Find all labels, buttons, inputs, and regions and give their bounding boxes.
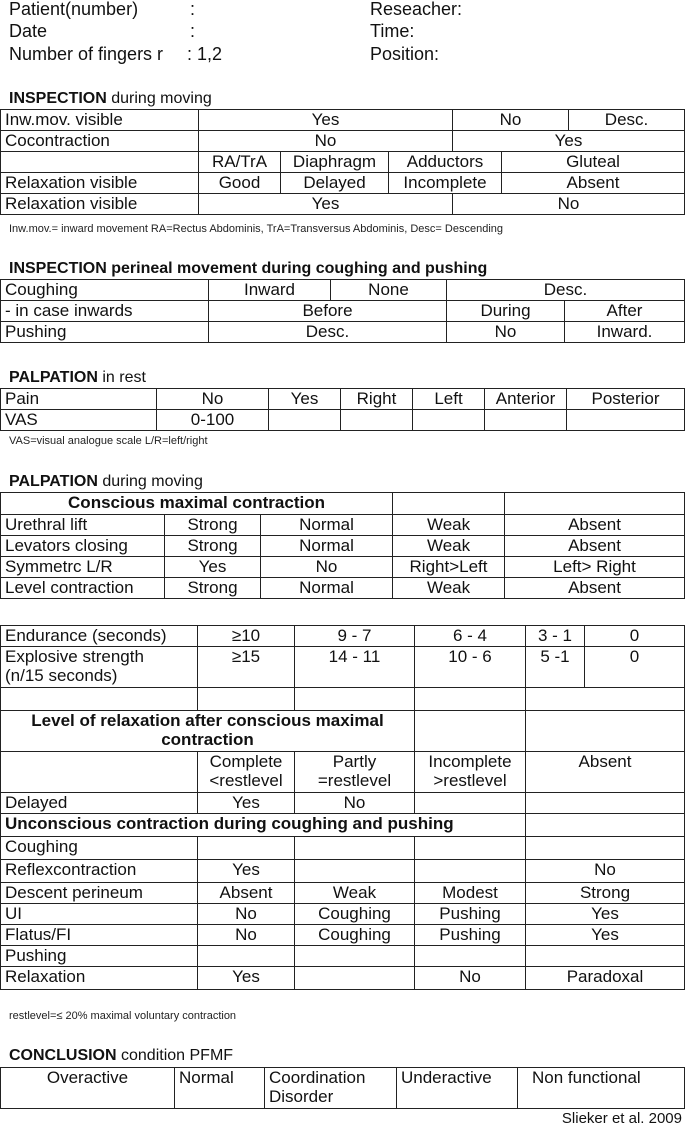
cell bbox=[526, 711, 685, 752]
cell: ≥10 bbox=[198, 626, 295, 647]
cell: Desc. bbox=[447, 280, 685, 301]
cell bbox=[198, 837, 295, 860]
cell: Pushing bbox=[415, 904, 526, 925]
cell: Pushing bbox=[1, 946, 198, 967]
cell: Inward bbox=[209, 280, 331, 301]
cell: Normal bbox=[261, 536, 393, 557]
cell: During bbox=[447, 301, 565, 322]
cell: Incomplete bbox=[389, 173, 502, 194]
cell: 0 bbox=[585, 626, 685, 647]
cell: No bbox=[453, 110, 569, 131]
cell: 3 - 1 bbox=[526, 626, 585, 647]
date-colon: : bbox=[190, 21, 196, 41]
cell: No bbox=[415, 967, 526, 990]
cell bbox=[198, 688, 295, 711]
cell: Paradoxal bbox=[526, 967, 685, 990]
cell: Overactive bbox=[1, 1068, 175, 1109]
cell bbox=[295, 837, 415, 860]
cell: Anterior bbox=[485, 389, 567, 410]
cell bbox=[295, 946, 415, 967]
inspection-perineal-title: INSPECTION perineal movement during coughing and pushing bbox=[9, 260, 488, 277]
cell: 5 -1 bbox=[526, 647, 585, 688]
conclusion-table bbox=[0, 1067, 685, 1109]
cell: Right bbox=[341, 389, 413, 410]
cell: Modest bbox=[415, 883, 526, 904]
cell: Strong bbox=[165, 515, 261, 536]
cell: Level contraction bbox=[1, 578, 165, 599]
palpation-rest-table bbox=[0, 388, 685, 431]
cell: Coordination Disorder bbox=[265, 1068, 397, 1109]
cell: Descent perineum bbox=[1, 883, 198, 904]
cell: Endurance (seconds) bbox=[1, 626, 198, 647]
cell: 0-100 bbox=[157, 410, 269, 431]
cell: Yes bbox=[198, 860, 295, 883]
cell: Yes bbox=[199, 110, 453, 131]
cell: RA/TrA bbox=[199, 152, 281, 173]
cell: - in case inwards bbox=[1, 301, 209, 322]
citation: Slieker et al. 2009 bbox=[561, 1110, 682, 1127]
conclusion-title: CONCLUSION condition PFMF bbox=[9, 1047, 234, 1064]
researcher-label: Reseacher: bbox=[370, 0, 463, 19]
cell bbox=[505, 493, 685, 515]
cell: 9 - 7 bbox=[295, 626, 415, 647]
cell: Yes bbox=[198, 967, 295, 990]
cell: No bbox=[157, 389, 269, 410]
cell: Weak bbox=[393, 515, 505, 536]
cell: Level of relaxation after conscious maximal contraction bbox=[1, 711, 415, 752]
cell bbox=[485, 410, 567, 431]
cell: Before bbox=[209, 301, 447, 322]
cell: Partly =restlevel bbox=[295, 752, 415, 793]
cell: No bbox=[198, 925, 295, 946]
cell: Left bbox=[413, 389, 485, 410]
cell bbox=[567, 410, 685, 431]
cell: Desc. bbox=[209, 322, 447, 343]
time-label: Time: bbox=[370, 21, 415, 41]
palpation-moving-title: PALPATION during moving bbox=[9, 473, 203, 490]
cell: Pushing bbox=[415, 925, 526, 946]
palpation-rest-note: VAS=visual analogue scale L/R=left/right bbox=[9, 435, 208, 447]
cell: Yes bbox=[526, 904, 685, 925]
cell bbox=[526, 946, 685, 967]
cell: UI bbox=[1, 904, 198, 925]
cell: After bbox=[565, 301, 685, 322]
cell bbox=[393, 493, 505, 515]
cell: Weak bbox=[295, 883, 415, 904]
cell: Urethral lift bbox=[1, 515, 165, 536]
cell: ≥15 bbox=[198, 647, 295, 688]
cell: Posterior bbox=[567, 389, 685, 410]
cell: 14 - 11 bbox=[295, 647, 415, 688]
cell bbox=[295, 688, 415, 711]
cell: Yes bbox=[198, 793, 295, 814]
cell: Absent bbox=[502, 173, 685, 194]
cell: Unconscious contraction during coughing and pushing bbox=[1, 814, 526, 837]
cell: No bbox=[198, 904, 295, 925]
cell: No bbox=[261, 557, 393, 578]
cell: Yes bbox=[269, 389, 341, 410]
cell: Left> Right bbox=[505, 557, 685, 578]
cell: Coughing bbox=[295, 904, 415, 925]
cell bbox=[415, 711, 526, 752]
cell: No bbox=[526, 860, 685, 883]
cell: Pushing bbox=[1, 322, 209, 343]
cell: No bbox=[453, 194, 685, 215]
cell: Reflexcontraction bbox=[1, 860, 198, 883]
cell: Yes bbox=[453, 131, 685, 152]
cell: Cocontraction bbox=[1, 131, 199, 152]
cell bbox=[415, 688, 526, 711]
cell bbox=[415, 946, 526, 967]
position-label: Position: bbox=[370, 44, 440, 64]
cell: Flatus/FI bbox=[1, 925, 198, 946]
cell: Absent bbox=[505, 578, 685, 599]
cell: Delayed bbox=[1, 793, 198, 814]
cell: Symmetrc L/R bbox=[1, 557, 165, 578]
cell: 0 bbox=[585, 647, 685, 688]
cell: Good bbox=[199, 173, 281, 194]
cell: Incomplete >restlevel bbox=[415, 752, 526, 793]
cell: Complete <restlevel bbox=[198, 752, 295, 793]
cell: 6 - 4 bbox=[415, 626, 526, 647]
cell: Absent bbox=[198, 883, 295, 904]
cell: Weak bbox=[393, 578, 505, 599]
patient-label: Patient(number) bbox=[9, 0, 139, 19]
palpation-rest-title: PALPATION in rest bbox=[9, 369, 146, 386]
cell: Yes bbox=[526, 925, 685, 946]
cell: Yes bbox=[199, 194, 453, 215]
cell: Pain bbox=[1, 389, 157, 410]
cell: Normal bbox=[261, 515, 393, 536]
inspection-moving-table bbox=[0, 109, 685, 215]
cell bbox=[415, 837, 526, 860]
cell: Right>Left bbox=[393, 557, 505, 578]
cell: Coughing bbox=[1, 837, 198, 860]
cell: Strong bbox=[526, 883, 685, 904]
inspection-perineal-table bbox=[0, 279, 685, 343]
cell: Relaxation bbox=[1, 967, 198, 990]
fingers-label: Number of fingers r bbox=[9, 44, 164, 64]
cell: No bbox=[295, 793, 415, 814]
cell bbox=[415, 860, 526, 883]
cell: Inw.mov. visible bbox=[1, 110, 199, 131]
cell: Relaxation visible bbox=[1, 194, 199, 215]
cell: Explosive strength (n/15 seconds) bbox=[1, 647, 198, 688]
cell: Inward. bbox=[565, 322, 685, 343]
cell: VAS bbox=[1, 410, 157, 431]
cell: Absent bbox=[526, 752, 685, 793]
cell: Normal bbox=[175, 1068, 265, 1109]
cell bbox=[526, 814, 685, 837]
cell: Coughing bbox=[1, 280, 209, 301]
cell bbox=[413, 410, 485, 431]
cell: Conscious maximal contraction bbox=[1, 493, 393, 515]
cell bbox=[526, 837, 685, 860]
cell: Desc. bbox=[569, 110, 685, 131]
cell: Gluteal bbox=[502, 152, 685, 173]
cell: Strong bbox=[165, 578, 261, 599]
cell bbox=[526, 793, 685, 814]
cell: Weak bbox=[393, 536, 505, 557]
cell: None bbox=[331, 280, 447, 301]
cell bbox=[1, 688, 198, 711]
cell: Yes bbox=[165, 557, 261, 578]
palpation-moving-table bbox=[0, 492, 685, 599]
cell: Normal bbox=[261, 578, 393, 599]
cell bbox=[1, 752, 198, 793]
restlevel-note: restlevel=≤ 20% maximal voluntary contraction bbox=[9, 1010, 237, 1022]
cell: Levators closing bbox=[1, 536, 165, 557]
cell: Underactive bbox=[397, 1068, 518, 1109]
cell: Non functional bbox=[518, 1068, 685, 1109]
inspection-moving-title: INSPECTION during moving bbox=[9, 90, 212, 107]
cell bbox=[415, 793, 526, 814]
cell bbox=[198, 946, 295, 967]
cell: 10 - 6 bbox=[415, 647, 526, 688]
cell: Strong bbox=[165, 536, 261, 557]
cell bbox=[1, 152, 199, 173]
cell bbox=[341, 410, 413, 431]
date-label: Date bbox=[9, 21, 48, 41]
cell bbox=[526, 688, 685, 711]
cell bbox=[295, 860, 415, 883]
fingers-value: : 1,2 bbox=[187, 44, 223, 64]
endurance-table bbox=[0, 625, 685, 990]
cell bbox=[295, 967, 415, 990]
cell bbox=[269, 410, 341, 431]
cell: Absent bbox=[505, 536, 685, 557]
patient-colon: : bbox=[190, 0, 196, 19]
cell: Delayed bbox=[281, 173, 389, 194]
cell: No bbox=[447, 322, 565, 343]
cell: Absent bbox=[505, 515, 685, 536]
cell: Diaphragm bbox=[281, 152, 389, 173]
cell: Relaxation visible bbox=[1, 173, 199, 194]
cell: Coughing bbox=[295, 925, 415, 946]
inspection-moving-note: Inw.mov.= inward movement RA=Rectus Abdominis, TrA=Transversus Abdominis, Desc= Descending bbox=[9, 223, 503, 235]
cell: Adductors bbox=[389, 152, 502, 173]
cell: No bbox=[199, 131, 453, 152]
